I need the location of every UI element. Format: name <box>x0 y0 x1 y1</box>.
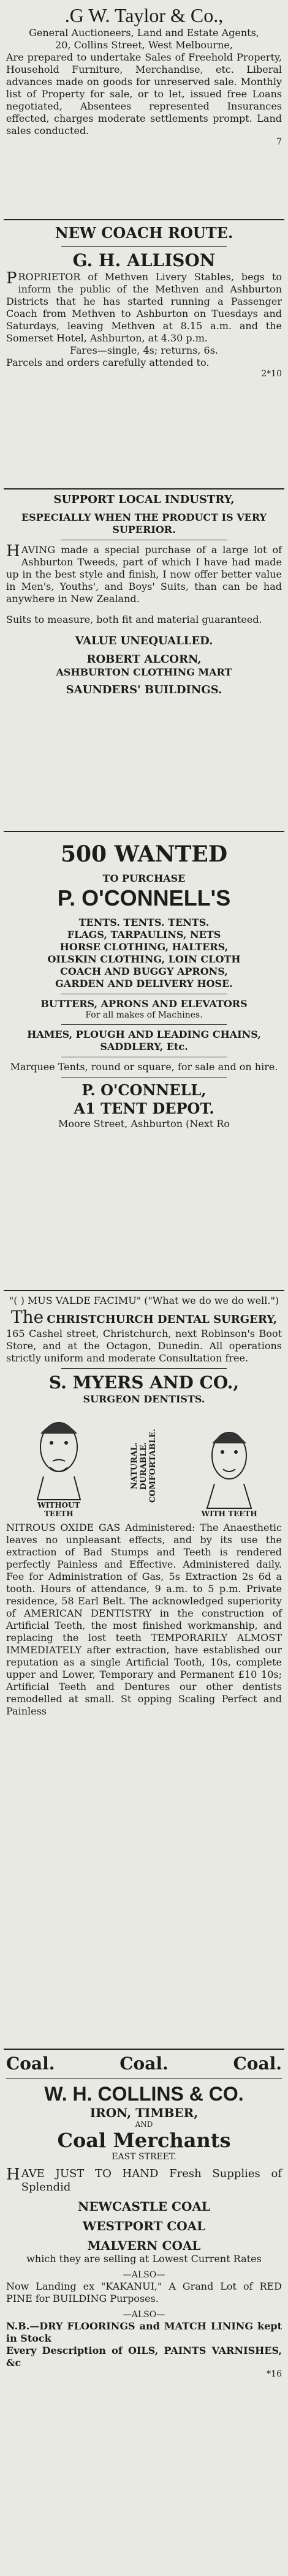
collins-trade: IRON, TIMBER, <box>89 2105 199 2120</box>
divider <box>61 1077 227 1078</box>
dental-title-the: The <box>10 1307 44 1327</box>
collins-advert <box>4 2050 284 2386</box>
vertical-word: DURABLE. <box>139 1442 149 1491</box>
coach-heading: NEW COACH ROUTE. <box>55 224 233 242</box>
face-with-teeth-icon <box>199 1418 260 1509</box>
clothing-suits: Suits to measure, both fit and material guaranteed. <box>6 614 262 625</box>
collins-rates: which they are selling at Lowest Current Rates <box>26 2253 262 2265</box>
list-item: GARDEN AND DELIVERY HOSE. <box>55 978 233 989</box>
with-teeth-caption: WITH TEETH <box>201 1509 257 1518</box>
vertical-word: NATURAL. <box>130 1442 140 1490</box>
list-item: HORSE CLOTHING, HALTERS, <box>59 941 229 953</box>
dental-vertical-words <box>130 1414 157 1518</box>
coach-parcels: Parcels and orders carefully attended to. <box>6 357 210 368</box>
clothing-advert <box>4 490 284 832</box>
clothing-owner: ROBERT ALCORN, <box>86 653 202 666</box>
taylor-roles: General Auctioneers, Land and Estate Agents, <box>29 27 259 39</box>
oconnell-marquee: Marquee Tents, round or square, for sale and on hire. <box>10 1061 278 1073</box>
oconnell-butters: BUTTERS, APRONS AND ELEVATORS <box>40 998 248 1010</box>
coal-banner <box>6 2053 282 2074</box>
collins-and: AND <box>135 2120 153 2129</box>
coal-word: Coal. <box>233 2053 282 2074</box>
collins-also: —ALSO— <box>123 2270 165 2280</box>
list-item: OILSKIN CLOTHING, LOIN CLOTH <box>47 953 241 965</box>
oconnell-signature-depot: A1 TENT DEPOT. <box>74 1100 214 1117</box>
collins-street: EAST STREET. <box>112 2152 176 2162</box>
oconnell-signature-name: P. O'CONNELL, <box>81 1081 207 1099</box>
divider <box>6 2078 282 2079</box>
dental-address: 165 Cashel street, Christchurch, next Robinson's Boot Store, and at the Octagon, Dunedin. All operations strictly uniform and moderate Consultation free. <box>6 1328 282 1364</box>
clothing-body: HAVING made a special purchase of a large lot of Ashburton Tweeds, part of which I have had made up in the best style and finish, I now offer better value in Men's, Youths', and Boys' Suits, than can be had anywhere in New Zealand. <box>6 542 282 605</box>
coal-type: WESTPORT COAL <box>82 2219 206 2233</box>
dental-role: SURGEON DENTISTS. <box>83 1393 205 1405</box>
collins-oils: Every Description of OILS, PAINTS VARNISHES, &c <box>6 2345 282 2369</box>
taylor-body: Are prepared to undertake Sales of Freehold Property, Household Furniture, Merchandise, etc. Liberal advances made on goods for unreserved sale. Monthly list of Property for sale, or to let, issued free Loans negotiated, Absentees represented Insurances effected, charges moderate settlements prompt. Land sales conducted. <box>6 51 282 136</box>
oconnell-headline: 500 WANTED <box>60 841 228 867</box>
divider <box>61 1024 227 1025</box>
face-without-teeth-icon <box>28 1409 89 1501</box>
list-item: FLAGS, TARPAULINS, NETS <box>67 929 221 940</box>
taylor-advert <box>4 0 284 220</box>
taylor-ref: 7 <box>276 137 282 147</box>
coach-fares: Fares—single, 4s; returns, 6s. <box>69 344 219 356</box>
collins-merchants: Coal Merchants <box>57 2129 231 2152</box>
dental-firm: S. MYERS AND CO., <box>48 1372 240 1393</box>
coach-ref: 2*10 <box>261 369 282 379</box>
coach-body: PROPRIETOR of Methven Livery Stables, begs to inform the public of the Methven and Ashburton Districts that he has started running a Passenger Coach from Methven to Ashburton on Tuesdays and Saturdays, leaving Methven at 8.15 a.m. and the Somerset Hotel, Ashburton, at 4.30 p.m. <box>6 269 282 344</box>
oconnell-hames: HAMES, PLOUGH AND LEADING CHAINS, SADDLERY, Etc. <box>27 1029 261 1052</box>
collins-intro: HAVE JUST TO HAND Fresh Supplies of Splendid <box>6 2165 282 2194</box>
dental-body: NITROUS OXIDE GAS Administered: The Anaesthetic leaves no unpleasant effects, and by its use the extraction of Bad Stumps and Teeth is rendered perfectly Painless and Effective. Administered daily. Fee for Administration of Gas, 5s Extraction 2s 6d a tooth. Hours of attendance, 9 a.m. to 5 p.m. Private residence, 58 Earl Belt. The acknowledged superiority of AMERICAN DENTISTRY in the construction of Artificial Teeth, the most finished workmanship, and replacing the lost teeth TEMPORARILY ALMOST IMMEDIATELY after extraction, have established our reputation as a single Artificial Tooth, 10s, complete upper and Lower, Temporary and Permanent £10 10s; Artificial Teeth and Dentures our other dentists remodelled at small. St opping Scaling Perfect and Painless <box>6 1522 282 1717</box>
collins-also: —ALSO— <box>123 2310 165 2320</box>
dental-title <box>6 1307 282 1328</box>
newspaper-column <box>4 0 284 2386</box>
divider <box>61 246 227 247</box>
oconnell-machines: For all makes of Machines. <box>85 1010 203 1020</box>
vertical-word: COMFORTABLE. <box>148 1429 158 1503</box>
oconnell-signature-address: Moore Street, Ashburton (Next Ro <box>58 1118 230 1130</box>
clothing-heading-2: ESPECIALLY WHEN THE PRODUCT IS VERY SUPERIOR. <box>21 512 267 535</box>
oconnell-advert <box>4 832 284 1291</box>
dental-motto: "( ) MUS VALDE FACIMU" ("What we do we do well.") <box>9 1295 279 1306</box>
clothing-buildings: SAUNDERS' BUILDINGS. <box>66 683 222 696</box>
dental-title-main: CHRISTCHURCH DENTAL SURGERY, <box>47 1313 278 1326</box>
taylor-address: 20, Collins Street, West Melbourne, <box>55 39 233 51</box>
list-item: COACH AND BUGGY APRONS, <box>60 966 228 977</box>
list-item: TENTS. TENTS. TENTS. <box>78 917 210 928</box>
face-with-teeth <box>195 1418 263 1518</box>
clothing-mart: ASHBURTON CLOTHING MART <box>56 666 232 678</box>
oconnell-name: P. O'CONNELL'S <box>57 885 231 910</box>
coal-word: Coal. <box>119 2053 169 2074</box>
oconnell-to-purchase: TO PURCHASE <box>102 873 186 884</box>
coal-type: NEWCASTLE COAL <box>78 2199 210 2214</box>
coal-word: Coal. <box>6 2053 55 2074</box>
coal-type: MALVERN COAL <box>87 2238 201 2253</box>
oconnell-goods-list <box>6 917 282 990</box>
dental-advert <box>4 1291 284 2050</box>
clothing-heading-1: SUPPORT LOCAL INDUSTRY, <box>53 493 235 506</box>
without-teeth-caption: WITHOUT TEETH <box>37 1501 80 1518</box>
collins-kakanui: Now Landing ex "KAKANUI," A Grand Lot of RED PINE for BUILDING Purposes. <box>6 2280 282 2304</box>
coach-advert <box>4 220 284 490</box>
collins-name: W. H. COLLINS & CO. <box>44 2083 244 2105</box>
collins-flooring: N.B.—DRY FLOORINGS and MATCH LINING kept in Stock <box>6 2320 282 2344</box>
coach-proprietor-name: G. H. ALLISON <box>72 250 216 270</box>
divider <box>61 1368 227 1369</box>
face-without-teeth <box>25 1409 93 1518</box>
collins-ref: *16 <box>267 2369 282 2379</box>
taylor-name: .G W. Taylor & Co., <box>64 4 224 26</box>
dental-illustration <box>6 1409 282 1518</box>
clothing-value: VALUE UNEQUALLED. <box>75 635 213 647</box>
